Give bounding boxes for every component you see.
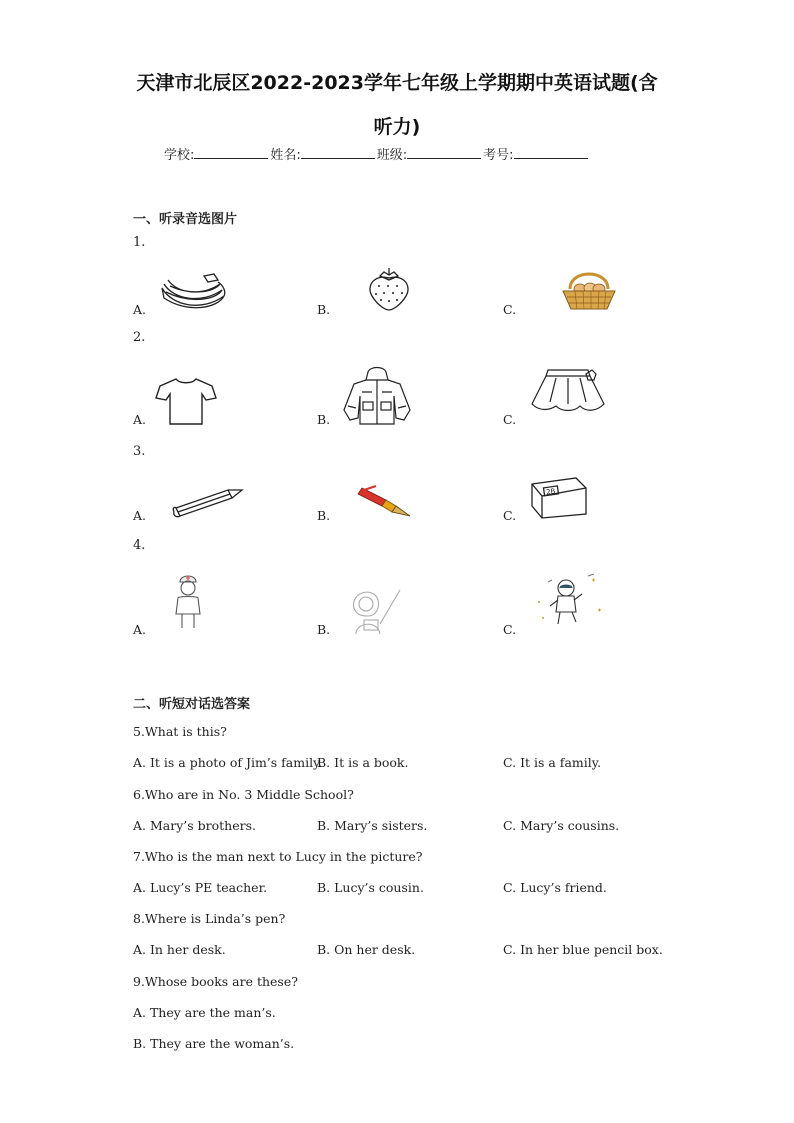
option-letter[interactable]: C. [503, 508, 517, 523]
option-letter[interactable]: C. [503, 412, 517, 427]
question-number: 3. [133, 444, 146, 459]
name-label: 姓名: [270, 148, 301, 163]
svg-text:2B: 2B [545, 487, 556, 497]
option-letter[interactable]: B. [317, 412, 331, 427]
eraser-icon [528, 474, 590, 524]
option-b[interactable]: B. It is a book. [317, 755, 409, 770]
option-letter[interactable]: C. [503, 622, 517, 637]
option-c[interactable]: C. Mary’s cousins. [503, 818, 620, 833]
pencil-icon [170, 486, 244, 522]
school-label: 学校: [164, 148, 195, 163]
teacher-icon [348, 586, 408, 640]
nurse-icon [172, 574, 204, 634]
option-b[interactable]: B. Lucy’s cousin. [317, 880, 424, 895]
exam-number-field[interactable] [514, 146, 588, 159]
student-info-row [164, 144, 590, 163]
option-a[interactable]: A. It is a photo of Jim’s family. [133, 755, 323, 770]
jacket-icon [340, 366, 414, 430]
school-field[interactable] [194, 146, 268, 159]
question-text: 9.Whose books are these? [133, 974, 298, 989]
option-b[interactable]: B. Mary’s sisters. [317, 818, 428, 833]
pen-icon [358, 482, 414, 522]
option-a[interactable]: A. Lucy’s PE teacher. [133, 880, 268, 895]
option-a[interactable]: A. In her desk. [133, 942, 226, 957]
section2-title: 二、听短对话选答案 [133, 697, 251, 712]
class-field[interactable] [407, 146, 481, 159]
question-text: 6.Who are in No. 3 Middle School? [133, 787, 354, 802]
option-letter[interactable]: A. [133, 622, 147, 637]
section1-title: 一、听录音选图片 [133, 212, 238, 227]
astronaut-icon [532, 572, 608, 632]
option-a[interactable]: A. They are the man’s. [133, 1005, 276, 1020]
option-b[interactable]: B. On her desk. [317, 942, 416, 957]
option-letter[interactable]: C. [503, 302, 517, 317]
option-a[interactable]: A. Mary’s brothers. [133, 818, 256, 833]
skirt-icon [528, 366, 608, 422]
option-letter[interactable]: A. [133, 508, 147, 523]
tshirt-icon [156, 376, 216, 430]
banana-icon [158, 272, 230, 318]
question-number: 1. [133, 235, 146, 250]
question-text: 7.Who is the man next to Lucy in the picture? [133, 849, 423, 864]
name-field[interactable] [301, 146, 375, 159]
page-title-line1: 天津市北辰区2022-2023学年七年级上学期期中英语试题(含 [136, 72, 658, 94]
option-c[interactable]: C. In her blue pencil box. [503, 942, 663, 957]
option-letter[interactable]: B. [317, 508, 331, 523]
question-text: 5.What is this? [133, 724, 227, 739]
page-title-line2: 听力) [373, 116, 421, 138]
option-letter[interactable]: B. [317, 302, 331, 317]
option-letter[interactable]: A. [133, 412, 147, 427]
class-label: 班级: [376, 148, 408, 163]
question-text: 8.Where is Linda’s pen? [133, 911, 286, 926]
option-letter[interactable]: A. [133, 302, 147, 317]
egg-basket-icon [560, 265, 618, 317]
question-number: 2. [133, 330, 146, 345]
strawberry-icon [364, 266, 414, 316]
option-c[interactable]: C. Lucy’s friend. [503, 880, 607, 895]
option-b[interactable]: B. They are the woman’s. [133, 1036, 295, 1051]
number-label: 考号: [483, 148, 514, 163]
question-number: 4. [133, 538, 146, 553]
option-letter[interactable]: B. [317, 622, 331, 637]
option-c[interactable]: C. It is a family. [503, 755, 602, 770]
